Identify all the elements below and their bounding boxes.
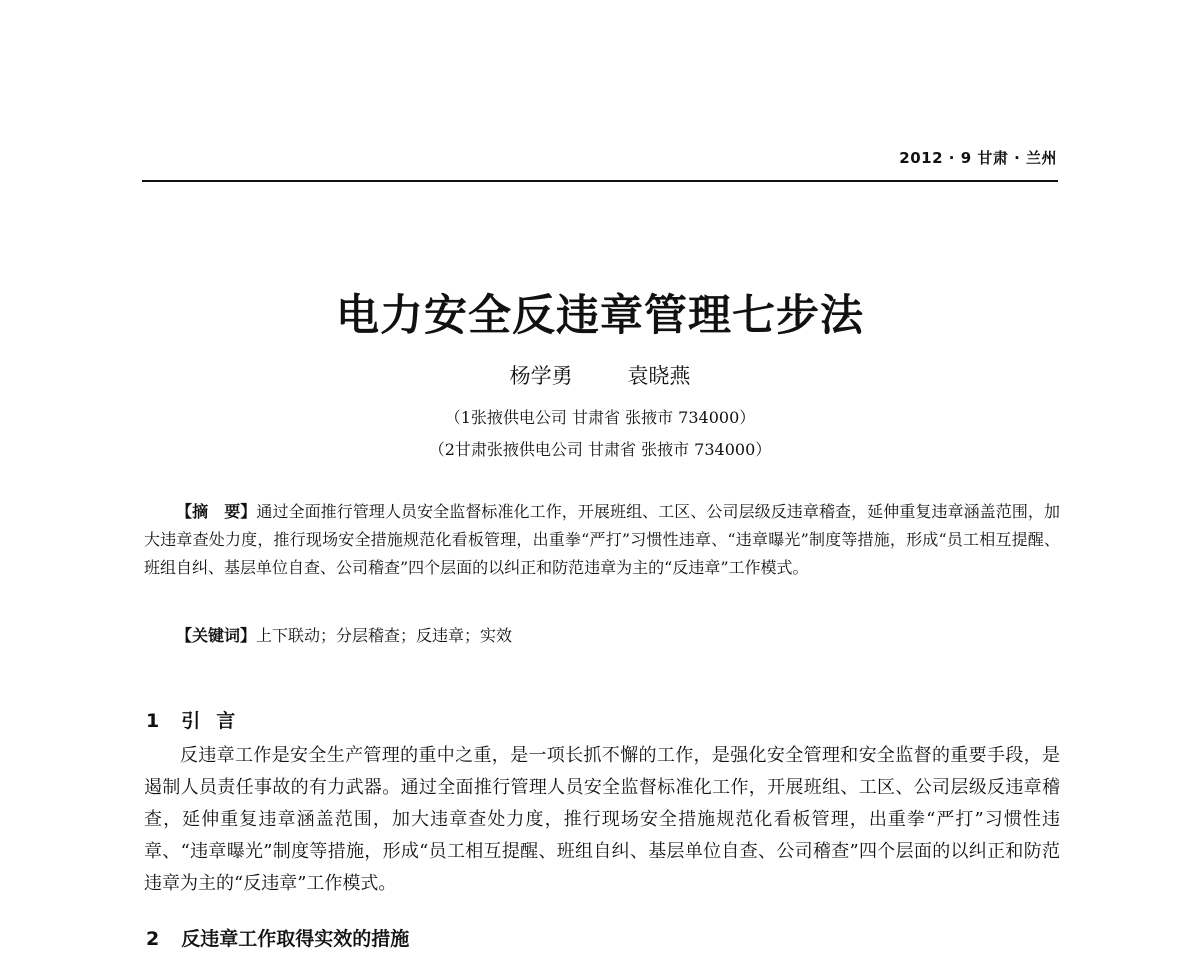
running-header: 2012 · 9 甘肃 · 兰州: [899, 149, 1057, 167]
abstract: [144, 498, 1060, 582]
affiliation-1: （1张掖供电公司 甘肃省 张掖市 734000）: [444, 408, 756, 427]
section-heading-2: [146, 924, 409, 951]
keywords-label: 【关键词】: [176, 626, 257, 645]
keywords-text: 上下联动；分层稽查；反违章；实效: [256, 626, 513, 645]
section-heading-1: [146, 706, 251, 733]
paper-title: 电力安全反违章管理七步法: [336, 291, 864, 341]
header-rule: [142, 180, 1058, 182]
section-title: 反违章工作取得实效的措施: [181, 928, 410, 950]
author-2: 袁晓燕: [627, 364, 691, 388]
section-number: 2: [146, 928, 160, 950]
section-1-body: 反违章工作是安全生产管理的重中之重，是一项长抓不懈的工作，是强化安全管理和安全监督的重要手段，是遏制人员责任事故的有力武器。通过全面推行管理人员安全监督标准化工作，开展班组、工区、公司层级反违章稽查，延伸重复违章涵盖范围，加大违章查处力度，推行现场安全措施规范化看板管理，出重拳“严打”习惯性违章、“违章曝光”制度等措施，形成“员工相互提醒、班组自纠、基层单位自查、公司稽查”四个层面的以纠正和防范违章为主的“反违章”工作模式。: [144, 745, 1060, 894]
section-number: 1: [146, 710, 160, 732]
affiliation-2: （2甘肃张掖供电公司 甘肃省 张掖市 734000）: [428, 440, 772, 459]
abstract-label: 【摘 要】: [176, 502, 257, 521]
abstract-text: 通过全面推行管理人员安全监督标准化工作，开展班组、工区、公司层级反违章稽查，延伸重复违章涵盖范围，加大违章查处力度，推行现场安全措施规范化看板管理，出重拳“严打”习惯性违章、“违章曝光”制度等措施，形成“员工相互提醒、班组自纠、基层单位自查、公司稽查”四个层面的以纠正和防范违章为主的“反违章”工作模式。: [144, 502, 1060, 577]
keywords: [176, 622, 512, 650]
author-1: 杨学勇: [509, 364, 573, 388]
authors: [0, 360, 1200, 390]
section-title: 引言: [181, 710, 252, 732]
